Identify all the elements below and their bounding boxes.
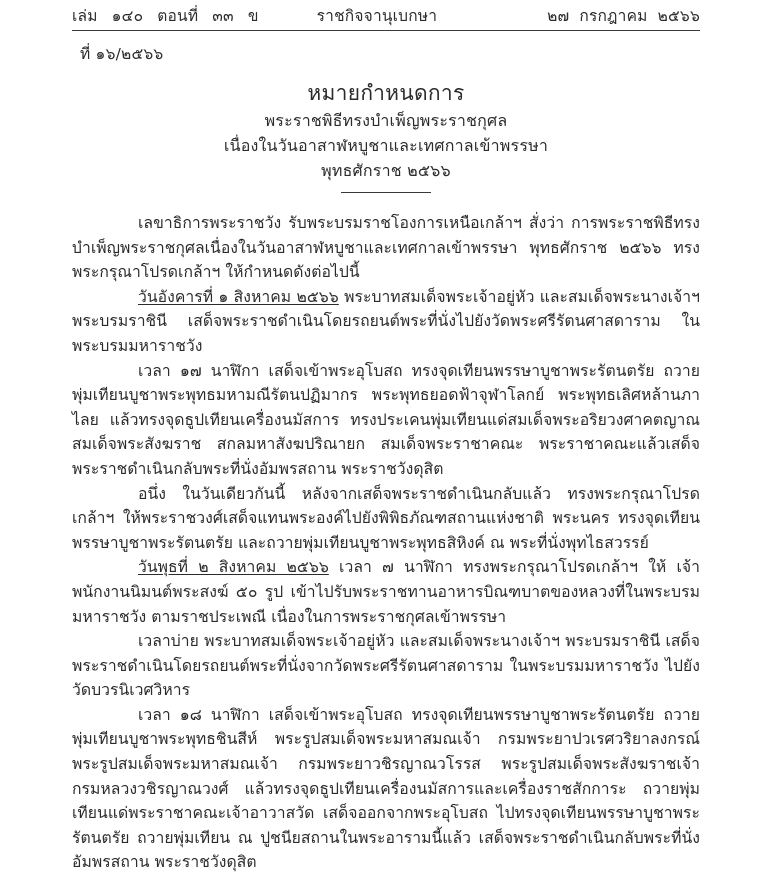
title-divider xyxy=(341,192,431,193)
paragraph-day-2-evening xyxy=(72,703,700,875)
publication-name: ราชกิจจานุเบกษา xyxy=(316,7,438,25)
page-title: หมายกำหนดการ xyxy=(307,81,465,105)
paragraph-text: เวลา ๗ นาฬิกา ทรงพระกรุณาโปรดเกล้าฯ ให้ เจ้าพนักงานนิมนต์พระสงฆ์ ๕๐ รูป เข้าไปรับพระราชทานอาหารบิณฑบาตของหลวงที่ในพระบรมมหาราชวัง ตามราชประเพณี เนื่องในการพระราชกุศลเข้าพรรษา xyxy=(72,557,701,626)
paragraph-day-2-afternoon xyxy=(72,629,700,703)
document-number: ที่ ๑๖/๒๕๖๖ xyxy=(80,45,164,63)
header-volume-group xyxy=(72,6,259,26)
paragraph-text: พระบาทสมเด็จพระเจ้าอยู่หัว และสมเด็จพระนางเจ้าฯ พระบรมราชินี เสด็จพระราชดำเนินโดยรถยนต์พระที่นั่งไปยังวัดพระศรีรัตนศาสดาราม ในพระบรมมหาราชวัง xyxy=(72,286,700,355)
paragraph-text: เลขาธิการพระราชวัง รับพระบรมราชโองการเหนือเกล้าฯ สั่งว่า การพระราชพิธีทรงบำเพ็ญพระราชกุศลเนื่องในวันอาสาฬหบูชาและเทศกาลเข้าพรรษา พุทธศักราช ๒๕๖๖ ทรงพระกรุณาโปรดเกล้าฯ ให้กำหนดดังต่อไปนี้ xyxy=(72,213,700,282)
gazette-running-header xyxy=(72,0,700,31)
paragraph-day-1 xyxy=(72,285,700,359)
paragraph-text: เวลา ๑๗ นาฬิกา เสด็จเข้าพระอุโบสถ ทรงจุดเทียนพรรษาบูชาพระรัตนตรัย ถวายพุ่มเทียนบูชาพระพุทธมหามณีรัตนปฏิมากร พระพุทธยอดฟ้าจุฬาโลกย์ พระพุทธเลิศหล้านภาไลย แล้วทรงจุดธูปเทียนเครื่องนมัสการ ทรงประเคนพุ่มเทียนแด่สมเด็จพระอริยวงศาคตญาณ สมเด็จพระสังฆราช สกลมหาสังฆปริณายก สมเด็จพระราชาคณะ พระราชาคณะแล้วเสด็จพระราชดำเนินกลับพระที่นั่งอัมพรสถาน พระราชวังดุสิต xyxy=(72,360,700,478)
paragraph-preamble xyxy=(72,211,700,285)
title-subtitle-line-2: เนื่องในวันอาสาฬหบูชาและเทศกาลเข้าพรรษา xyxy=(223,136,549,155)
paragraph-text: เวลา ๑๘ นาฬิกา เสด็จเข้าพระอุโบสถ ทรงจุดเทียนพรรษาบูชาพระรัตนตรัย ถวายพุ่มเทียนบูชาพระพุทธชินสีห์ พระรูปสมเด็จพระมหาสมณเจ้า กรมพระยาปวเรศวริยาลงกรณ์ พระรูปสมเด็จพระมหาสมณเจ้า กรมพระยาวชิรญาณวโรรส พระรูปสมเด็จพระสังฆราชเจ้า กรมหลวงวชิรญาณวงศ์ แล้วทรงจุดธูปเทียนเครื่องนมัสการและเครื่องราชสักการะ ถวายพุ่มเทียนแด่พระราชาคณะเจ้าอาวาสวัด เสด็จออกจากพระอุโบสถ ไปทรงจุดเทียนพรรษาบูชาพระรัตนตรัย ถวายพุ่มเทียน ณ ปูชนียสถานในพระอารามนี้แล้ว เสด็จพระราชดำเนินกลับพระที่นั่งอัมพรสถาน พระราชวังดุสิต xyxy=(72,704,700,872)
paragraph-day-2 xyxy=(72,555,700,629)
date-year: ๒๕๖๖ xyxy=(657,7,700,25)
document-body xyxy=(72,211,700,875)
section-label: ตอนที่ xyxy=(157,7,199,25)
paragraph-day-1-ceremony xyxy=(72,359,700,482)
underlined-date-2: วันพุธที่ ๒ สิงหาคม ๒๕๖๖ xyxy=(138,557,329,577)
header-date-group xyxy=(547,6,700,26)
header-row xyxy=(72,6,700,26)
paragraph-day-1-museum xyxy=(72,482,700,556)
volume-number: ๑๔๐ xyxy=(111,7,144,25)
paragraph-text: อนึ่ง ในวันเดียวกันนี้ หลังจากเสด็จพระราชดำเนินกลับแล้ว ทรงพระกรุณาโปรดเกล้าฯ ให้พระราชวงศ์เสด็จแทนพระองค์ไปยังพิพิธภัณฑสถานแห่งชาติ พระนคร ทรงจุดเทียนพรรษาบูชาพระรัตนตรัย และถวายพุ่มเทียนบูชาพระพุทธสิหิงค์ ณ พระที่นั่งพุทไธสวรรย์ xyxy=(72,483,700,552)
title-block xyxy=(0,78,772,193)
header-divider xyxy=(72,30,700,31)
paragraph-text: เวลาบ่าย พระบาทสมเด็จพระเจ้าอยู่หัว และสมเด็จพระนางเจ้าฯ พระบรมราชินี เสด็จพระราชดำเนินโดยรถยนต์พระที่นั่งจากวัดพระศรีรัตนศาสดาราม ในพระบรมมหาราชวัง ไปยังวัดบวรนิเวศวิหาร xyxy=(72,631,700,700)
underlined-date-1: วันอังคารที่ ๑ สิงหาคม ๒๕๖๖ xyxy=(138,286,339,306)
title-subtitle-line-1: พระราชพิธีทรงบำเพ็ญพระราชกุศล xyxy=(264,111,508,130)
section-number: ๓๓ xyxy=(212,7,234,25)
section-class: ข xyxy=(247,7,259,25)
date-month: กรกฎาคม xyxy=(579,7,648,25)
title-year: พุทธศักราช ๒๕๖๖ xyxy=(321,161,451,180)
volume-label: เล่ม xyxy=(72,7,98,25)
date-day: ๒๗ xyxy=(547,7,570,25)
